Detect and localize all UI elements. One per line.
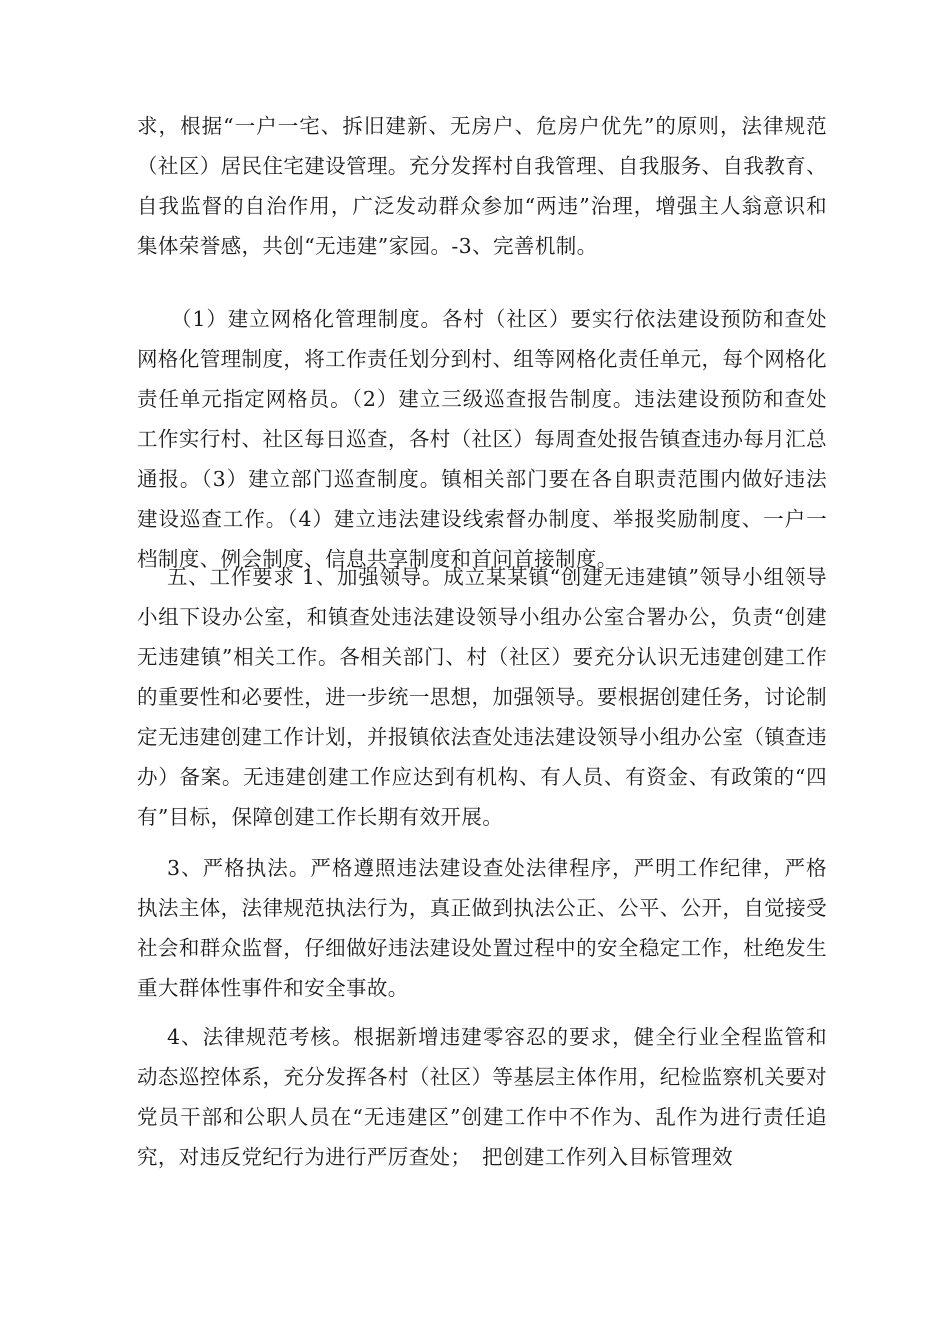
paragraph-strict-enforcement: 3、严格执法。严格遵照违法建设查处法律程序，严明工作纪律，严格执法主体，法律规范执法行为，真正做到执法公正、公平、公开，自觉接受社会和群众监督，仔细做好违法建设处置过程中的安全稳定工作，杜绝发生重大群体性事件和安全事故。 [137,856,827,1000]
paragraph-work-requirements-leadership: 五、工作要求 1、加强领导。成立某某镇“创建无违建镇”领导小组领导小组下设办公室，和镇查处违法建设领导小组办公室合署办公，负责“创建无违建镇”相关工作。各相关部门、村（社区）要充分认识无违建创建工作的重要性和必要性，进一步统一思想，加强领导。要根据创建任务，讨论制定无违建创建工作计划，并报镇依法查处违法建设领导小组办公室（镇查违办）备案。无违建创建工作应达到有机构、有人员、有资金、有政策的“四有”目标，保障创建工作长期有效开展。 [137,565,827,829]
paragraph-regulated-assessment: 4、法律规范考核。根据新增违建零容忍的要求，健全行业全程监管和动态巡控体系，充分发挥各村（社区）等基层主体作用，纪检监察机关要对党员干部和公职人员在“无违建区”创建工作中不作为、乱作为进行责任追究，对违反党纪行为进行严厉查处； 把创建工作列入目标管理效 [137,1025,827,1169]
paragraph-housing-management: 求，根据“一户一宅、拆旧建新、无房户、危房户优先”的原则，法律规范（社区）居民住宅建设管理。充分发挥村自我管理、自我服务、自我教育、自我监督的自治作用，广泛发动群众参加“两违”治理，增强主人翁意识和集体荣誉感，共创“无违建”家园。-3、完善机制。 [137,114,827,258]
paragraph-grid-management-system: （1）建立网格化管理制度。各村（社区）要实行依法建设预防和查处网格化管理制度，将工作责任划分到村、组等网格化责任单元，每个网格化责任单元指定网格员。（2）建立三级巡查报告制度。违法建设预防和查处工作实行村、社区每日巡查，各村（社区）每周查处报告镇查违办每月汇总通报。（3）建立部门巡查制度。镇相关部门要在各自职责范围内做好违法建设巡查工作。（4）建立违法建设线索督办制度、举报奖励制度、一户一档制度、例会制度、信息共享制度和首问首接制度。 [137,307,827,571]
